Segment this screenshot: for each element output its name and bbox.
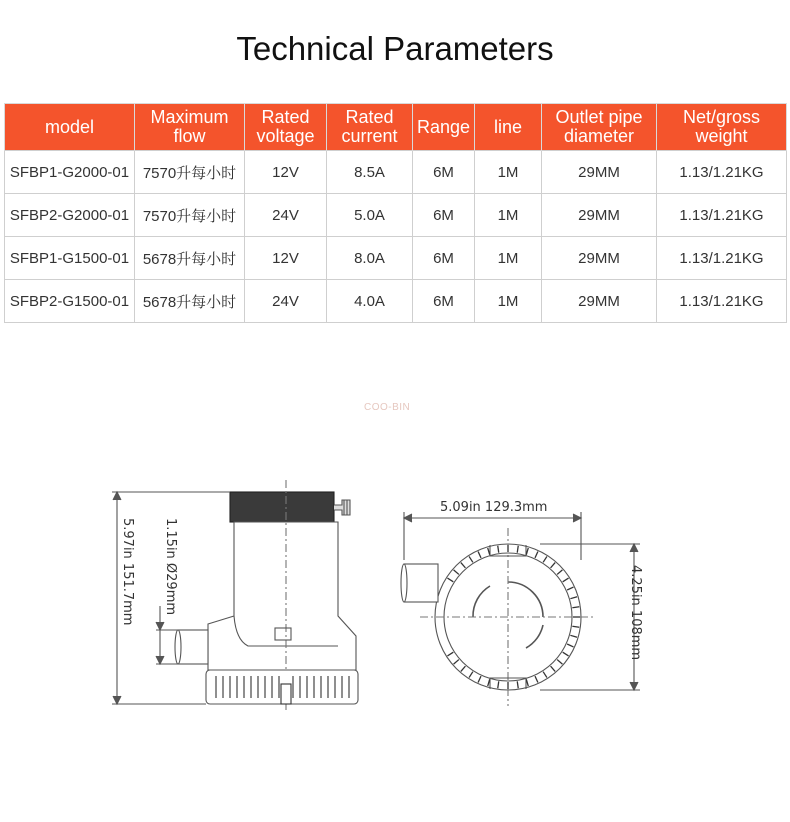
cell-weight: 1.13/1.21KG: [657, 280, 787, 323]
cell-model: SFBP2-G2000-01: [5, 194, 135, 237]
cell-line: 1M: [475, 280, 542, 323]
width-label: 5.09in 129.3mm: [440, 500, 548, 515]
cell-line: 1M: [475, 237, 542, 280]
header-line: line: [475, 104, 542, 151]
cell-voltage: 24V: [245, 280, 327, 323]
watermark: COO-BIN: [364, 402, 411, 413]
cell-line: 1M: [475, 194, 542, 237]
cell-line: 1M: [475, 151, 542, 194]
header-outlet-pipe-diameter: Outlet pipe diameter: [542, 104, 657, 151]
cell-voltage: 12V: [245, 237, 327, 280]
cell-current: 8.0A: [327, 237, 413, 280]
height-label: 5.97in 151.7mm: [120, 518, 135, 626]
cell-flow: 5678升每小时: [135, 280, 245, 323]
cell-model: SFBP1-G1500-01: [5, 237, 135, 280]
outlet-label: 1.15in Ø29mm: [163, 518, 178, 616]
cell-diameter: 29MM: [542, 237, 657, 280]
cell-range: 6M: [413, 237, 475, 280]
cell-range: 6M: [413, 280, 475, 323]
cell-flow: 5678升每小时: [135, 237, 245, 280]
pump-top-view: [401, 528, 596, 706]
cell-current: 8.5A: [327, 151, 413, 194]
cell-weight: 1.13/1.21KG: [657, 237, 787, 280]
header-maximum-flow: Maximum flow: [135, 104, 245, 151]
pump-side-view: [175, 480, 358, 710]
cell-voltage: 12V: [245, 151, 327, 194]
cell-flow: 7570升每小时: [135, 194, 245, 237]
cell-range: 6M: [413, 151, 475, 194]
header-rated-voltage: Rated voltage: [245, 104, 327, 151]
cell-model: SFBP1-G2000-01: [5, 151, 135, 194]
header-rated-current: Rated current: [327, 104, 413, 151]
header-model: model: [5, 104, 135, 151]
depth-label: 4.25in 108mm: [628, 565, 643, 661]
cell-current: 4.0A: [327, 280, 413, 323]
header-net-gross-weight: Net/gross weight: [657, 104, 787, 151]
header-range: Range: [413, 104, 475, 151]
cell-flow: 7570升每小时: [135, 151, 245, 194]
cell-diameter: 29MM: [542, 194, 657, 237]
cell-voltage: 24V: [245, 194, 327, 237]
cell-diameter: 29MM: [542, 151, 657, 194]
cell-diameter: 29MM: [542, 280, 657, 323]
cell-range: 6M: [413, 194, 475, 237]
cell-weight: 1.13/1.21KG: [657, 194, 787, 237]
cell-model: SFBP2-G1500-01: [5, 280, 135, 323]
cell-weight: 1.13/1.21KG: [657, 151, 787, 194]
cell-current: 5.0A: [327, 194, 413, 237]
page-title: Technical Parameters: [236, 30, 554, 67]
